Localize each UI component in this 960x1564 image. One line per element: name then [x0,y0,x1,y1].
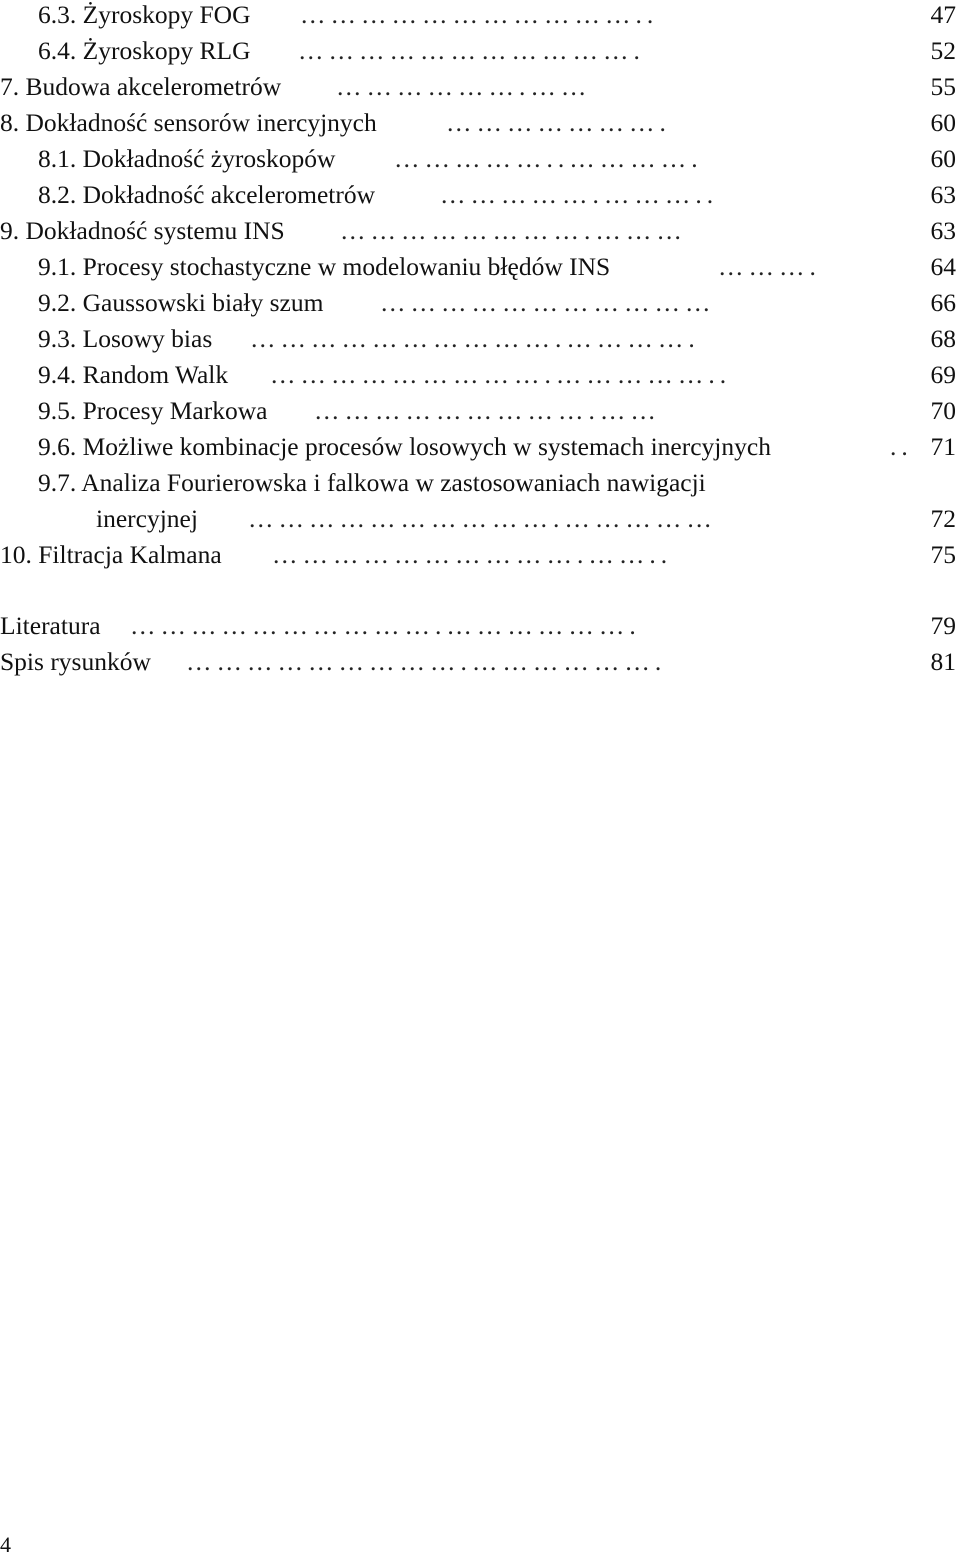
toc-entry [0,357,960,393]
toc-page-number: 63 [930,180,956,209]
toc-entry-title: 9.5. Procesy Markowa [38,396,268,425]
toc-entry-title: 6.3. Żyroskopy FOG [38,0,251,29]
toc-entry [0,608,960,644]
toc-entry-title: 9.4. Random Walk [38,360,229,389]
toc-page-number: 71 [930,432,956,461]
toc-entry [0,213,960,249]
toc-leader: ………………………….………………. [130,611,641,640]
toc-entry-title: Spis rysunków [0,647,151,676]
toc-entry-title: 10. Filtracja Kalmana [0,540,222,569]
toc-entry-title: 9.2. Gaussowski biały szum [38,288,324,317]
toc-entry [0,321,960,357]
toc-entry [0,177,960,213]
toc-entry [0,33,960,69]
toc-entry [0,0,960,33]
toc-leader: ………………………….…….. [272,540,673,569]
toc-leader: .. [890,432,913,461]
toc-leader: …………………. [446,108,671,137]
toc-leader: ……………..…………. [394,144,703,173]
toc-entry-title: 8.1. Dokładność żyroskopów [38,144,336,173]
toc-entry [0,105,960,141]
toc-page-number: 79 [930,611,956,640]
toc-entry [0,285,960,321]
toc-page-number: 60 [930,144,956,173]
toc-page-number: 72 [930,504,956,533]
toc-page-number: 64 [930,252,956,281]
toc-page-number: 75 [930,540,956,569]
toc-leader: ……………………….………………. [186,647,667,676]
toc-page-number: 47 [930,0,956,29]
toc-entry-title: 9. Dokładność systemu INS [0,216,285,245]
toc-leader: ……………………………. [298,36,645,65]
toc-page-number: 66 [930,288,956,317]
toc-leader: ……………….…… [336,72,592,101]
toc-entry-title: 9.3. Losowy bias [38,324,213,353]
toc-leader: ………. [718,252,821,281]
toc-entry [0,644,960,680]
toc-leader: ……………………….…… [314,396,661,425]
toc-entry-title: inercyjnej [96,504,198,533]
toc-entry [0,465,960,501]
toc-leader: ………………………….…………. [250,324,700,353]
toc-entry [0,141,960,177]
toc-leader: ………………………….…………… [248,504,717,533]
toc-leader: …………………….……… [340,216,687,245]
toc-entry [0,537,960,573]
toc-page-number: 52 [930,36,956,65]
toc-entry [0,249,960,285]
toc-entry [0,69,960,105]
toc-entry [0,501,960,537]
toc-entry [0,393,960,429]
toc-page-number: 69 [930,360,956,389]
toc-page-number: 63 [930,216,956,245]
page-number-footer: 4 [0,1532,11,1557]
toc-entry-title: 9.6. Możliwe kombinacje procesów losowych w systemach inercyjnych [38,432,771,461]
toc-entry-title: Literatura [0,611,101,640]
toc-leader: …………….……….. [440,180,719,209]
toc-entry-title: 9.7. Analiza Fourierowska i falkowa w zastosowaniach nawigacji [38,468,706,497]
toc-entry-title: 8. Dokładność sensorów inercyjnych [0,108,377,137]
toc-leader: …………………………… [380,288,716,317]
toc-entry [0,429,960,465]
toc-page-number: 81 [930,647,956,676]
toc-entry-title: 7. Budowa akcelerometrów [0,72,282,101]
toc-leader: ……………………….…………….. [270,360,732,389]
toc-entry-title: 8.2. Dokładność akcelerometrów [38,180,376,209]
toc-page-number: 70 [930,396,956,425]
toc-entry-title: 9.1. Procesy stochastyczne w modelowaniu błędów INS [38,252,611,281]
toc-page-number: 55 [930,72,956,101]
toc-page-number: 68 [930,324,956,353]
toc-leader: …………………………….. [300,0,659,29]
toc-entry-title: 6.4. Żyroskopy RLG [38,36,251,65]
toc-page-number: 60 [930,108,956,137]
